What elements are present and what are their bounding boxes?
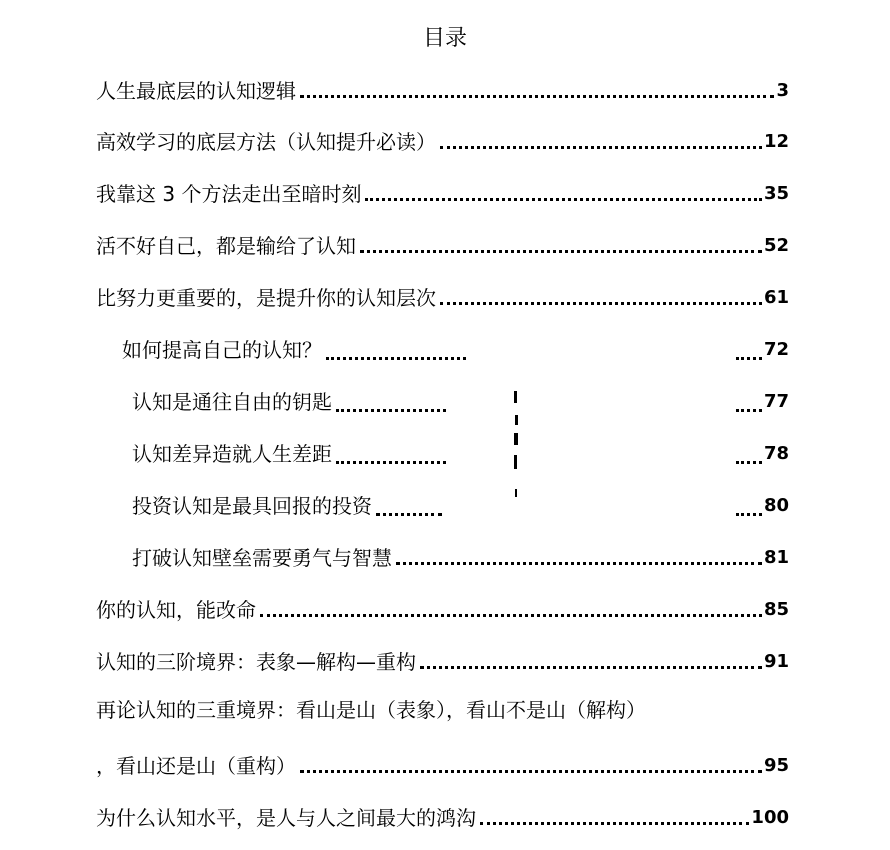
toc-entry[interactable] (96, 72, 789, 106)
toc-entry[interactable] (96, 591, 789, 625)
toc-entry-label: 认知的三阶境界：表象—解构—重构 (96, 650, 416, 674)
toc-entry-label: 活不好自己，都是输给了认知 (96, 234, 356, 258)
dot-leader (365, 198, 761, 201)
toc-entry[interactable] (96, 175, 789, 209)
toc-entry-label: 你的认知，能改命 (96, 598, 256, 622)
dot-leader (396, 562, 762, 565)
dot-leader (420, 666, 762, 669)
toc-entry-page: 85 (763, 599, 789, 620)
toc-entry-label: 认知差异造就人生差距 (132, 442, 332, 466)
toc-entry-label: 认知是通往自由的钥匙 (132, 390, 332, 414)
toc-title: 目录 (422, 26, 467, 51)
toc-entry-page: 3 (776, 80, 789, 101)
toc-entry-label: 我靠这 3 个方法走出至暗时刻 (96, 182, 362, 206)
toc-entry-wrapped-line[interactable]: 再论认知的三重境界：看山是山（表象），看山不是山（解构） (96, 698, 646, 722)
toc-entry-page: 72 (763, 339, 789, 360)
toc-subentry[interactable] (132, 487, 789, 521)
toc-entry-label: 为什么认知水平，是人与人之间最大的鸿沟 (96, 806, 476, 830)
dot-leader (480, 822, 749, 825)
toc-subentry[interactable] (132, 383, 789, 417)
toc-entry-label: 打破认知壁垒需要勇气与智慧 (132, 546, 392, 570)
toc-entry[interactable] (96, 227, 789, 261)
toc-subentry[interactable] (122, 331, 789, 365)
dot-leader (260, 614, 762, 617)
toc-entry[interactable] (96, 279, 789, 313)
toc-entry-page: 100 (751, 807, 789, 828)
toc-entry-label: 比努力更重要的，是提升你的认知层次 (96, 286, 436, 310)
toc-entry-page: 77 (763, 391, 789, 412)
dot-leader (360, 250, 762, 253)
toc-subentry[interactable] (132, 539, 789, 573)
toc-entry-page: 81 (763, 547, 789, 568)
toc-entry-page: 12 (763, 131, 789, 152)
toc-entry[interactable] (96, 643, 789, 677)
toc-entry-page: 91 (763, 651, 789, 672)
toc-entry-page: 80 (763, 495, 789, 516)
toc-entry-page: 95 (763, 755, 789, 776)
dot-leader (440, 302, 762, 305)
toc-entry-continuation[interactable] (96, 747, 789, 781)
dot-leader (300, 770, 762, 773)
toc-entry-page: 61 (763, 287, 789, 308)
toc-entry-page: 35 (763, 183, 789, 204)
toc-entry-label: 投资认知是最具回报的投资 (132, 494, 372, 518)
toc-entry-label-continuation: ，看山还是山（重构） (96, 754, 296, 778)
toc-subentry[interactable] (132, 435, 789, 469)
toc-entry[interactable] (96, 799, 789, 833)
toc-entry-label: 人生最底层的认知逻辑 (96, 79, 296, 103)
toc-entry-label: 如何提高自己的认知？ (122, 338, 322, 362)
dot-leader (300, 95, 774, 98)
toc-entry-page: 52 (763, 235, 789, 256)
toc-entry[interactable] (96, 123, 789, 157)
scan-artifact-marks (512, 385, 524, 505)
dot-leader (440, 146, 762, 149)
toc-entry-page: 78 (763, 443, 789, 464)
toc-entry-label: 高效学习的底层方法（认知提升必读） (96, 130, 436, 154)
